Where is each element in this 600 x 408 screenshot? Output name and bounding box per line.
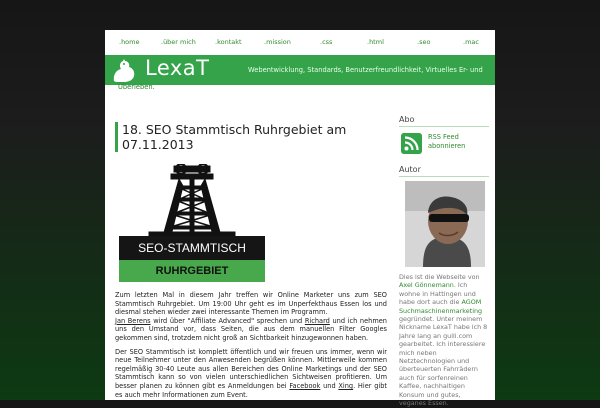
- sidebar: [399, 115, 489, 408]
- badge-line-1: SEO-STAMMTISCH: [119, 236, 265, 260]
- site-tagline-continuation: Überleben.: [118, 83, 155, 91]
- post-text: Zum letzten Mal in diesem Jahr treffen wir Online Marketer uns zum SEO Stammtisch Ruhrgebiet. Um 19:00 Uhr geht es im Unperfekthaus Essen los und diesmal stehen wieder zwei interessante Themen im Programm.: [115, 291, 387, 317]
- rss-feed-link[interactable]: RSS Feed: [428, 133, 459, 141]
- tagline-continuation-row: [105, 85, 495, 95]
- link-agom[interactable]: AGOM Suchmaschinenmarketing: [399, 298, 483, 315]
- bio-text: . Ich wohne in Hattingen und habe dort auch die: [399, 281, 476, 307]
- rss-feed-icon[interactable]: [401, 133, 422, 154]
- site-tagline: Webentwicklung, Standards, Benutzerfreundlichkeit, Virtuelles Er- und: [248, 66, 483, 74]
- post-image: [119, 164, 265, 282]
- nav-mac[interactable]: .mac: [463, 38, 479, 46]
- headframe-icon: [119, 164, 265, 238]
- abo-heading: Abo: [399, 115, 489, 127]
- nav-css[interactable]: .css: [320, 38, 333, 46]
- link-richard[interactable]: Richard: [304, 316, 330, 325]
- author-photo: [405, 181, 485, 267]
- post-body: [115, 291, 387, 399]
- post-text: Der SEO Stammtisch ist komplett öffentlich und wir freuen uns immer, wenn wir neue Teilnehmer unter den Anwesenden begrüßen können. Mittlerweile kommen regelmäßig 30-40 Leute aus allen Bereichen des Online Marketings und der SEO Stammtisch kann so von vielen unterschiedlichen Sichtweisen profitieren. Um besser planen zu können gibt es Anmeldungen bei: [115, 347, 387, 390]
- nav-html[interactable]: .html: [367, 38, 384, 46]
- site-banner: [105, 55, 495, 85]
- post-text: und: [320, 381, 339, 390]
- nav-home[interactable]: .home: [119, 38, 140, 46]
- site-title[interactable]: LexaT: [145, 56, 210, 80]
- link-jan-berens[interactable]: Jan Berens: [115, 316, 151, 325]
- author-bio: [399, 273, 489, 408]
- post-paragraph-1: [115, 291, 387, 343]
- link-xing[interactable]: Xing: [338, 381, 354, 390]
- author-portrait-icon: [405, 181, 485, 267]
- event-logo-badge: [119, 236, 265, 282]
- autor-heading: Autor: [399, 165, 489, 177]
- post-title[interactable]: 18. SEO Stammtisch Ruhrgebiet am 07.11.2013: [115, 122, 387, 152]
- bio-text: Dies ist die Webseite von: [399, 273, 480, 281]
- top-navigation: [105, 30, 495, 55]
- nav-seo[interactable]: .seo: [417, 38, 431, 46]
- post-paragraph-2: [115, 348, 387, 400]
- post-text: . Hier gibt es auch mehr Informationen zum Event.: [115, 381, 387, 399]
- link-axel-goennemann[interactable]: Axel Gönnemann: [399, 281, 454, 290]
- squirrel-logo-icon[interactable]: [110, 57, 138, 85]
- main-content: [115, 122, 387, 404]
- rss-subscribe-link[interactable]: abonnieren: [428, 142, 466, 150]
- nav-kontakt[interactable]: .kontakt: [215, 38, 242, 46]
- bio-text: gegründet. Unter meinem Nickname LexaT habe ich 8 Jahre lang an gulli.com gearbeitet. Ich interessiere mich neben Netztechnologien und überteuerten Fahrrädern auch für sorfenreinen Kaffee, nachhaltigen Konsum und gutes, veganes Essen.: [399, 315, 488, 408]
- nav-ueber-mich[interactable]: .über mich: [161, 38, 196, 46]
- badge-line-2: RUHRGEBIET: [119, 260, 265, 282]
- post-text: wird über "Affiliate Advanced" sprechen und: [150, 316, 305, 325]
- link-facebook[interactable]: Facebook: [289, 381, 321, 390]
- post-text: und ich nehmen uns den Umstand vor, dass Seiten, die aus dem manuellen Filter Googles gekommen sind, trotzdem nicht groß an Sichtbarkeit hinzugewonnen haben.: [115, 316, 387, 342]
- nav-mission[interactable]: .mission: [264, 38, 291, 46]
- rss-subscribe[interactable]: [399, 131, 489, 159]
